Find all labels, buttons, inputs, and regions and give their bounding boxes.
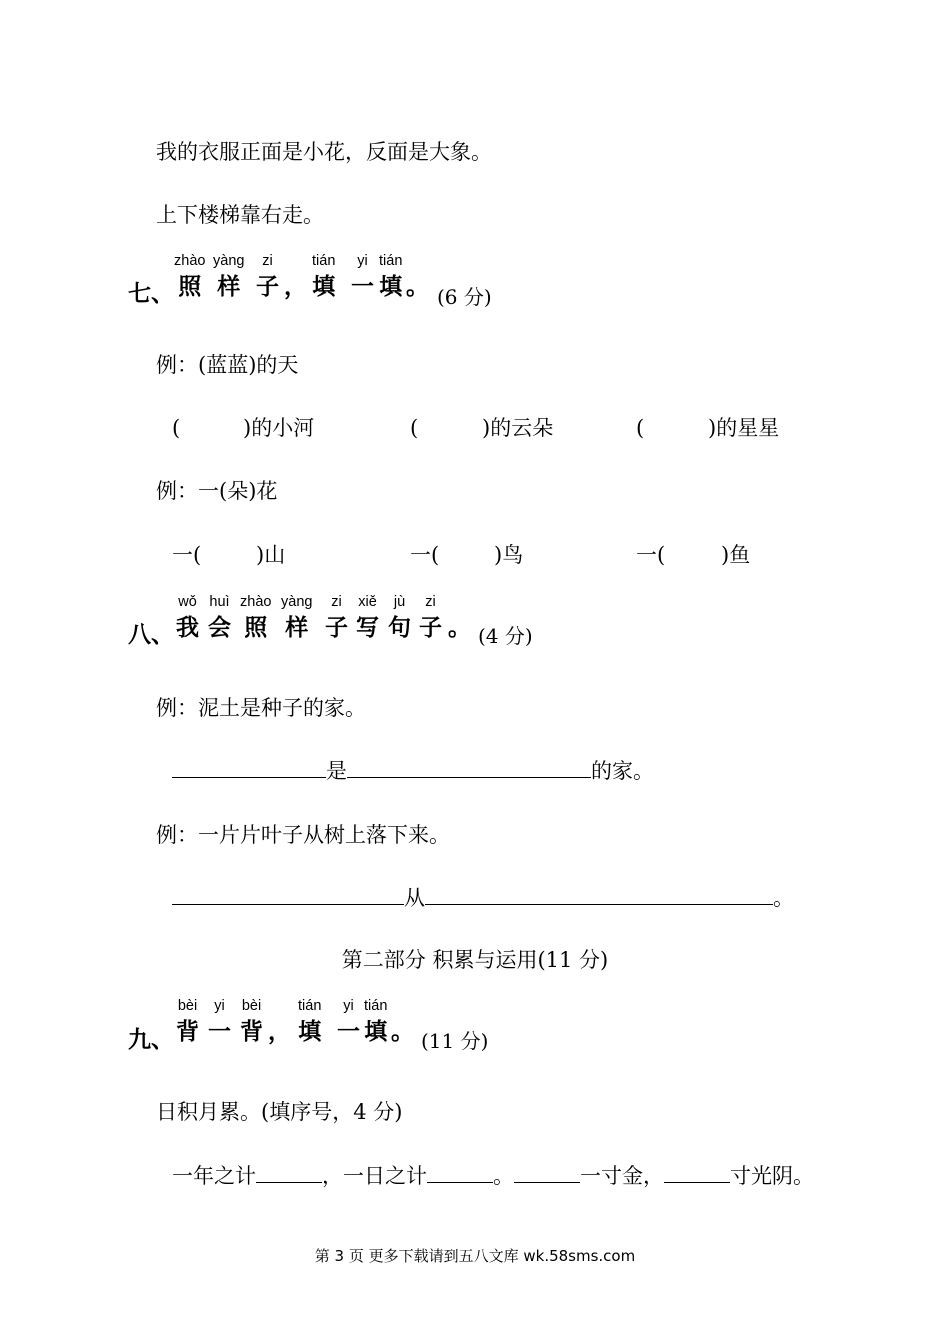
q9-word: bèi 背: [176, 998, 199, 1045]
answer-blank[interactable]: )鸟: [494, 543, 524, 567]
q9-subheading: 日积月累。(填序号，4 分): [156, 1100, 403, 1124]
q9-score: (11 分): [421, 1029, 489, 1053]
q7-word: zi 子: [256, 253, 279, 300]
answer-blank[interactable]: )的星星: [708, 416, 780, 440]
q9-word: 。: [391, 1019, 414, 1045]
q8-score: (4 分): [478, 624, 533, 648]
q7-example-1: 例：(蓝蓝)的天: [156, 353, 299, 377]
page-footer: 第 3 页 更多下载请到五八文库 wk.58sms.com: [314, 1247, 636, 1265]
q8-word: huì 会: [208, 594, 231, 641]
q9-word: tián 填: [364, 998, 388, 1045]
answer-blank[interactable]: )山: [256, 543, 286, 567]
q9-word: yi 一: [208, 998, 231, 1045]
answer-blank[interactable]: [256, 1181, 322, 1183]
answer-blank[interactable]: [514, 1181, 580, 1183]
answer-blank[interactable]: [172, 903, 404, 905]
answer-blank[interactable]: [664, 1181, 730, 1183]
answer-blank[interactable]: [172, 776, 326, 778]
q7-score: (6 分): [437, 285, 492, 309]
q8-word: yàng 样: [281, 594, 313, 641]
answer-blank[interactable]: [427, 1181, 493, 1183]
q9-word: ，: [268, 1019, 291, 1045]
answer-blank[interactable]: [347, 776, 591, 778]
q8-fill-line-2: 从 。: [172, 888, 794, 909]
q8-fill-line-1: 是 的家。: [172, 761, 654, 782]
answer-blank[interactable]: )的云朵: [482, 416, 554, 440]
sentence-line-1: 我的衣服正面是小花，反面是大象。: [156, 140, 492, 164]
q9-word: yi 一: [337, 998, 360, 1045]
q8-word: xiě 写: [356, 594, 379, 641]
q7-word: yi 一: [351, 253, 374, 300]
q8-word: zi 子: [419, 594, 442, 641]
q8-word: zi 子: [325, 594, 348, 641]
q8-example-1: 例：泥土是种子的家。: [156, 696, 366, 720]
q7-word: ，: [284, 274, 307, 300]
answer-blank[interactable]: )的小河: [243, 416, 315, 440]
q7-word: tián 填: [379, 253, 403, 300]
q9-word: bèi 背: [240, 998, 263, 1045]
q9-word: tián 填: [298, 998, 322, 1045]
q7-example-2: 例：一(朵)花: [156, 479, 278, 503]
q7-word: zhào 照: [174, 253, 206, 300]
q8-word: wǒ 我: [176, 594, 199, 641]
part-2-title: 第二部分 积累与运用(11 分): [341, 948, 609, 972]
q7-word: yàng 样: [213, 253, 245, 300]
q7-number: 七、: [128, 281, 174, 307]
q7-word: 。: [406, 274, 429, 300]
q8-word: zhào 照: [240, 594, 272, 641]
q8-word: jù 句: [388, 594, 411, 641]
q7-word: tián 填: [312, 253, 336, 300]
q9-fill-line: 一年之计 ，一日之计 。 一寸金， 寸光阴。: [172, 1164, 814, 1188]
q8-number: 八、: [128, 622, 174, 648]
q8-word: 。: [448, 615, 471, 641]
answer-blank[interactable]: [425, 903, 773, 905]
sentence-line-2: 上下楼梯靠右走。: [156, 203, 324, 227]
q9-number: 九、: [128, 1027, 174, 1053]
answer-blank[interactable]: )鱼: [721, 543, 751, 567]
q8-example-2: 例：一片片叶子从树上落下来。: [156, 823, 450, 847]
